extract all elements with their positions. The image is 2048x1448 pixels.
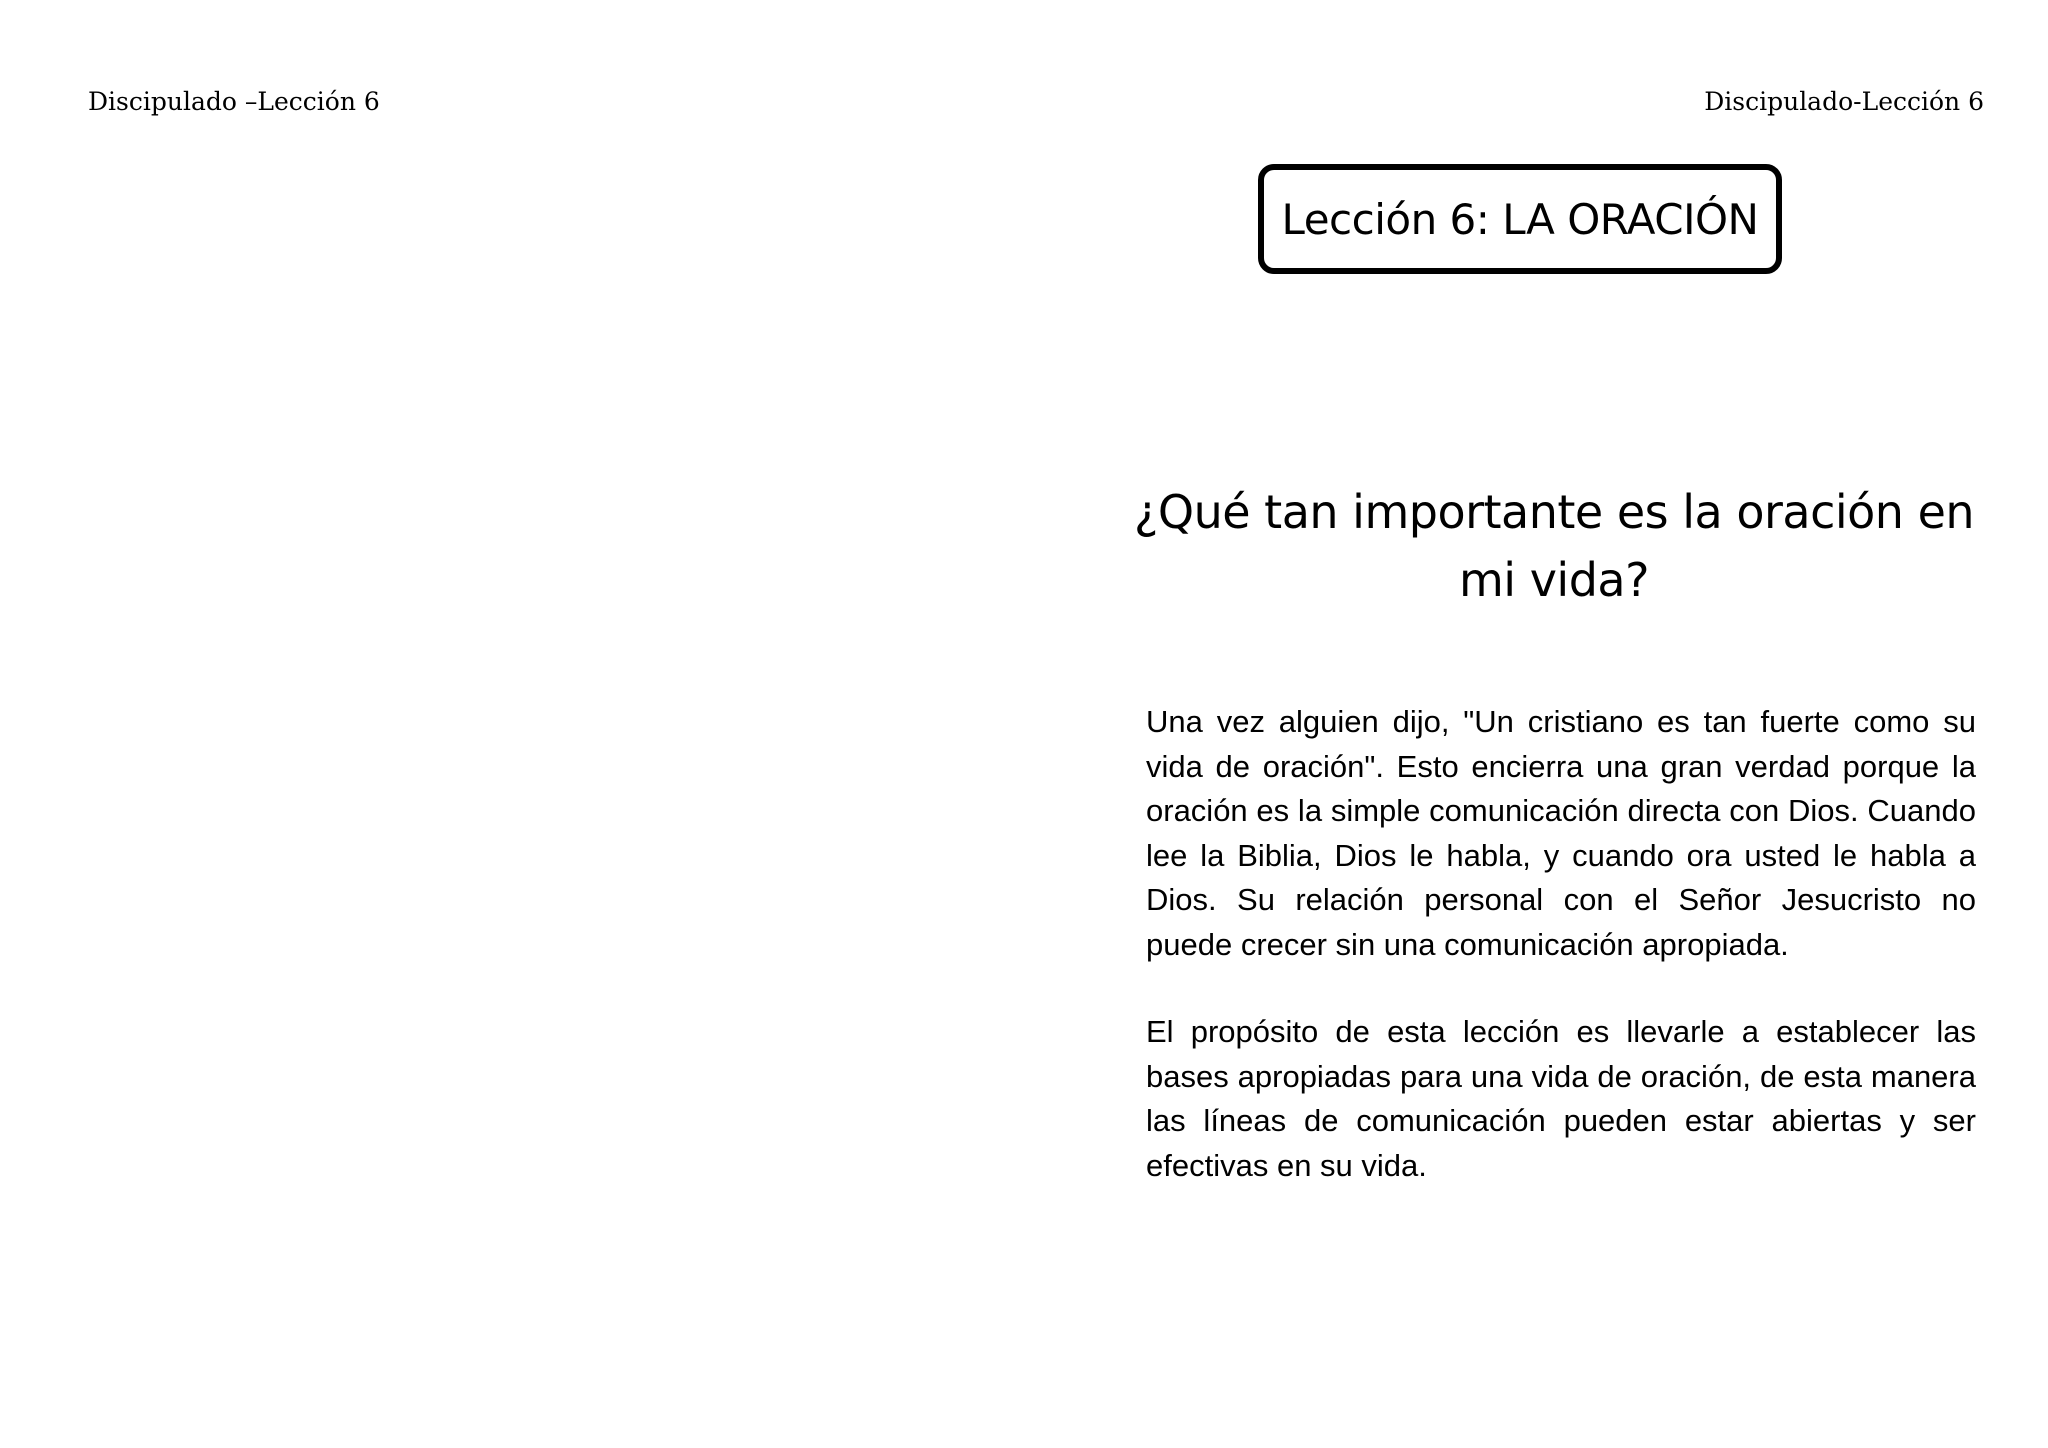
section-question-heading: ¿Qué tan importante es la oración en mi vida? [1133, 485, 1975, 607]
intro-paragraph: Una vez alguien dijo, "Un cristiano es tan fuerte como su vida de oración". Esto encierra una gran verdad porque la oración es la simple comunicación directa con Dios. Cuando lee la Biblia, Dios le habla, y cuando ora usted le habla a Dios. Su relación personal con el Señor Jesucristo no puede crecer sin una comunicación apropiada. [1146, 704, 1976, 962]
lesson-title-box [1258, 164, 1782, 274]
lesson-title: Lección 6: LA ORACIÓN [1281, 194, 1759, 244]
right-running-header: Discipulado-Lección 6 [1704, 87, 1984, 116]
purpose-paragraph: El propósito de esta lección es llevarle a establecer las bases apropiadas para una vida de oración, de esta manera las líneas de comunicación pueden estar abiertas y ser efectivas en su vida. [1146, 1014, 1976, 1183]
right-page [1024, 0, 2048, 1448]
left-running-header: Discipulado –Lección 6 [88, 87, 380, 116]
